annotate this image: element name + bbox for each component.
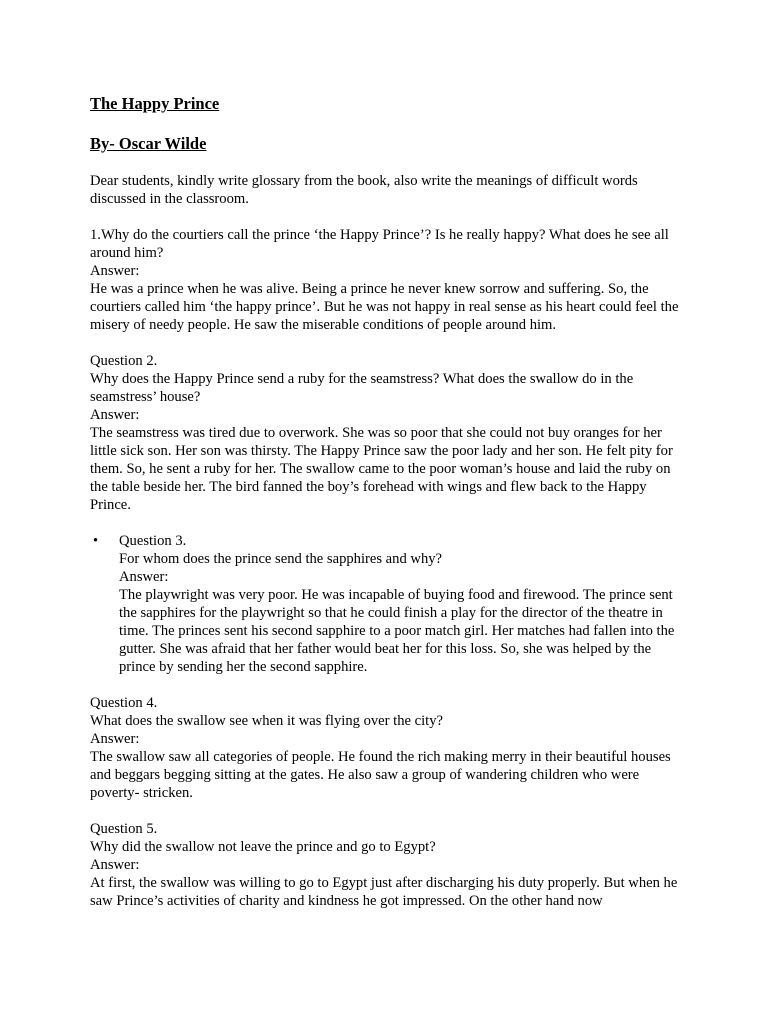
document-page	[90, 93, 682, 910]
question-5-label: Question 5.	[90, 821, 158, 837]
question-2-answer-label: Answer:	[90, 407, 140, 423]
question-2-label: Question 2.	[90, 353, 158, 369]
question-4-label: Question 4.	[90, 695, 158, 711]
question-4-answer: The swallow saw all categories of people. He found the rich making merry in their beautiful houses and beggars begging sitting at the gates. He also saw a group of wandering children who were poverty- stricken.	[90, 749, 671, 801]
question-5-block	[90, 820, 682, 910]
question-3-block	[90, 532, 682, 676]
document-author: By- Oscar Wilde	[90, 134, 207, 153]
question-3-answer-label: Answer:	[119, 569, 169, 585]
question-1-text: 1.Why do the courtiers call the prince ‘the Happy Prince’? Is he really happy? What does he see all around him?	[90, 227, 669, 261]
bullet-icon: •	[93, 533, 99, 549]
question-4-text: What does the swallow see when it was flying over the city?	[90, 713, 443, 729]
question-3-text: For whom does the prince send the sapphires and why?	[119, 551, 443, 567]
question-5-answer-label: Answer:	[90, 857, 140, 873]
document-title: The Happy Prince	[90, 94, 220, 113]
question-5-text: Why did the swallow not leave the prince and go to Egypt?	[90, 839, 436, 855]
question-2-text: Why does the Happy Prince send a ruby for the seamstress? What does the swallow do in the seamstress’ house?	[90, 371, 634, 405]
question-1-block	[90, 226, 682, 334]
question-4-block	[90, 694, 682, 802]
question-4-answer-label: Answer:	[90, 731, 140, 747]
intro-paragraph: Dear students, kindly write glossary from the book, also write the meanings of difficult words discussed in the classroom.	[90, 173, 638, 207]
question-2-answer: The seamstress was tired due to overwork. She was so poor that she could not buy oranges for her little sick son. Her son was thirsty. The Happy Prince saw the poor lady and her son. He felt pity for them. So, he sent a ruby for her. The swallow came to the poor woman’s house and laid the ruby on the table beside her. The bird fanned the boy’s forehead with wings and flew back to the Happy Prince.	[90, 425, 673, 513]
question-3-answer: The playwright was very poor. He was incapable of buying food and firewood. The prince sent the sapphires for the playwright so that he could finish a play for the director of the theatre in time. The princes sent his second sapphire to a poor match girl. Her matches had fallen into the gutter. She was afraid that her father would beat her for this loss. So, she was helped by the prince by sending her the second sapphire.	[119, 587, 675, 675]
question-5-answer: At first, the swallow was willing to go to Egypt just after discharging his duty properly. But when he saw Prince’s activities of charity and kindness he got impressed. On the other hand now	[90, 875, 678, 909]
question-1-answer: He was a prince when he was alive. Being a prince he never knew sorrow and suffering. So, the courtiers called him ‘the happy prince’. But he was not happy in real sense as his heart could feel the misery of needy people. He saw the miserable conditions of people around him.	[90, 281, 679, 333]
question-3-label: Question 3.	[119, 533, 187, 549]
question-1-answer-label: Answer:	[90, 263, 140, 279]
question-2-block	[90, 352, 682, 514]
